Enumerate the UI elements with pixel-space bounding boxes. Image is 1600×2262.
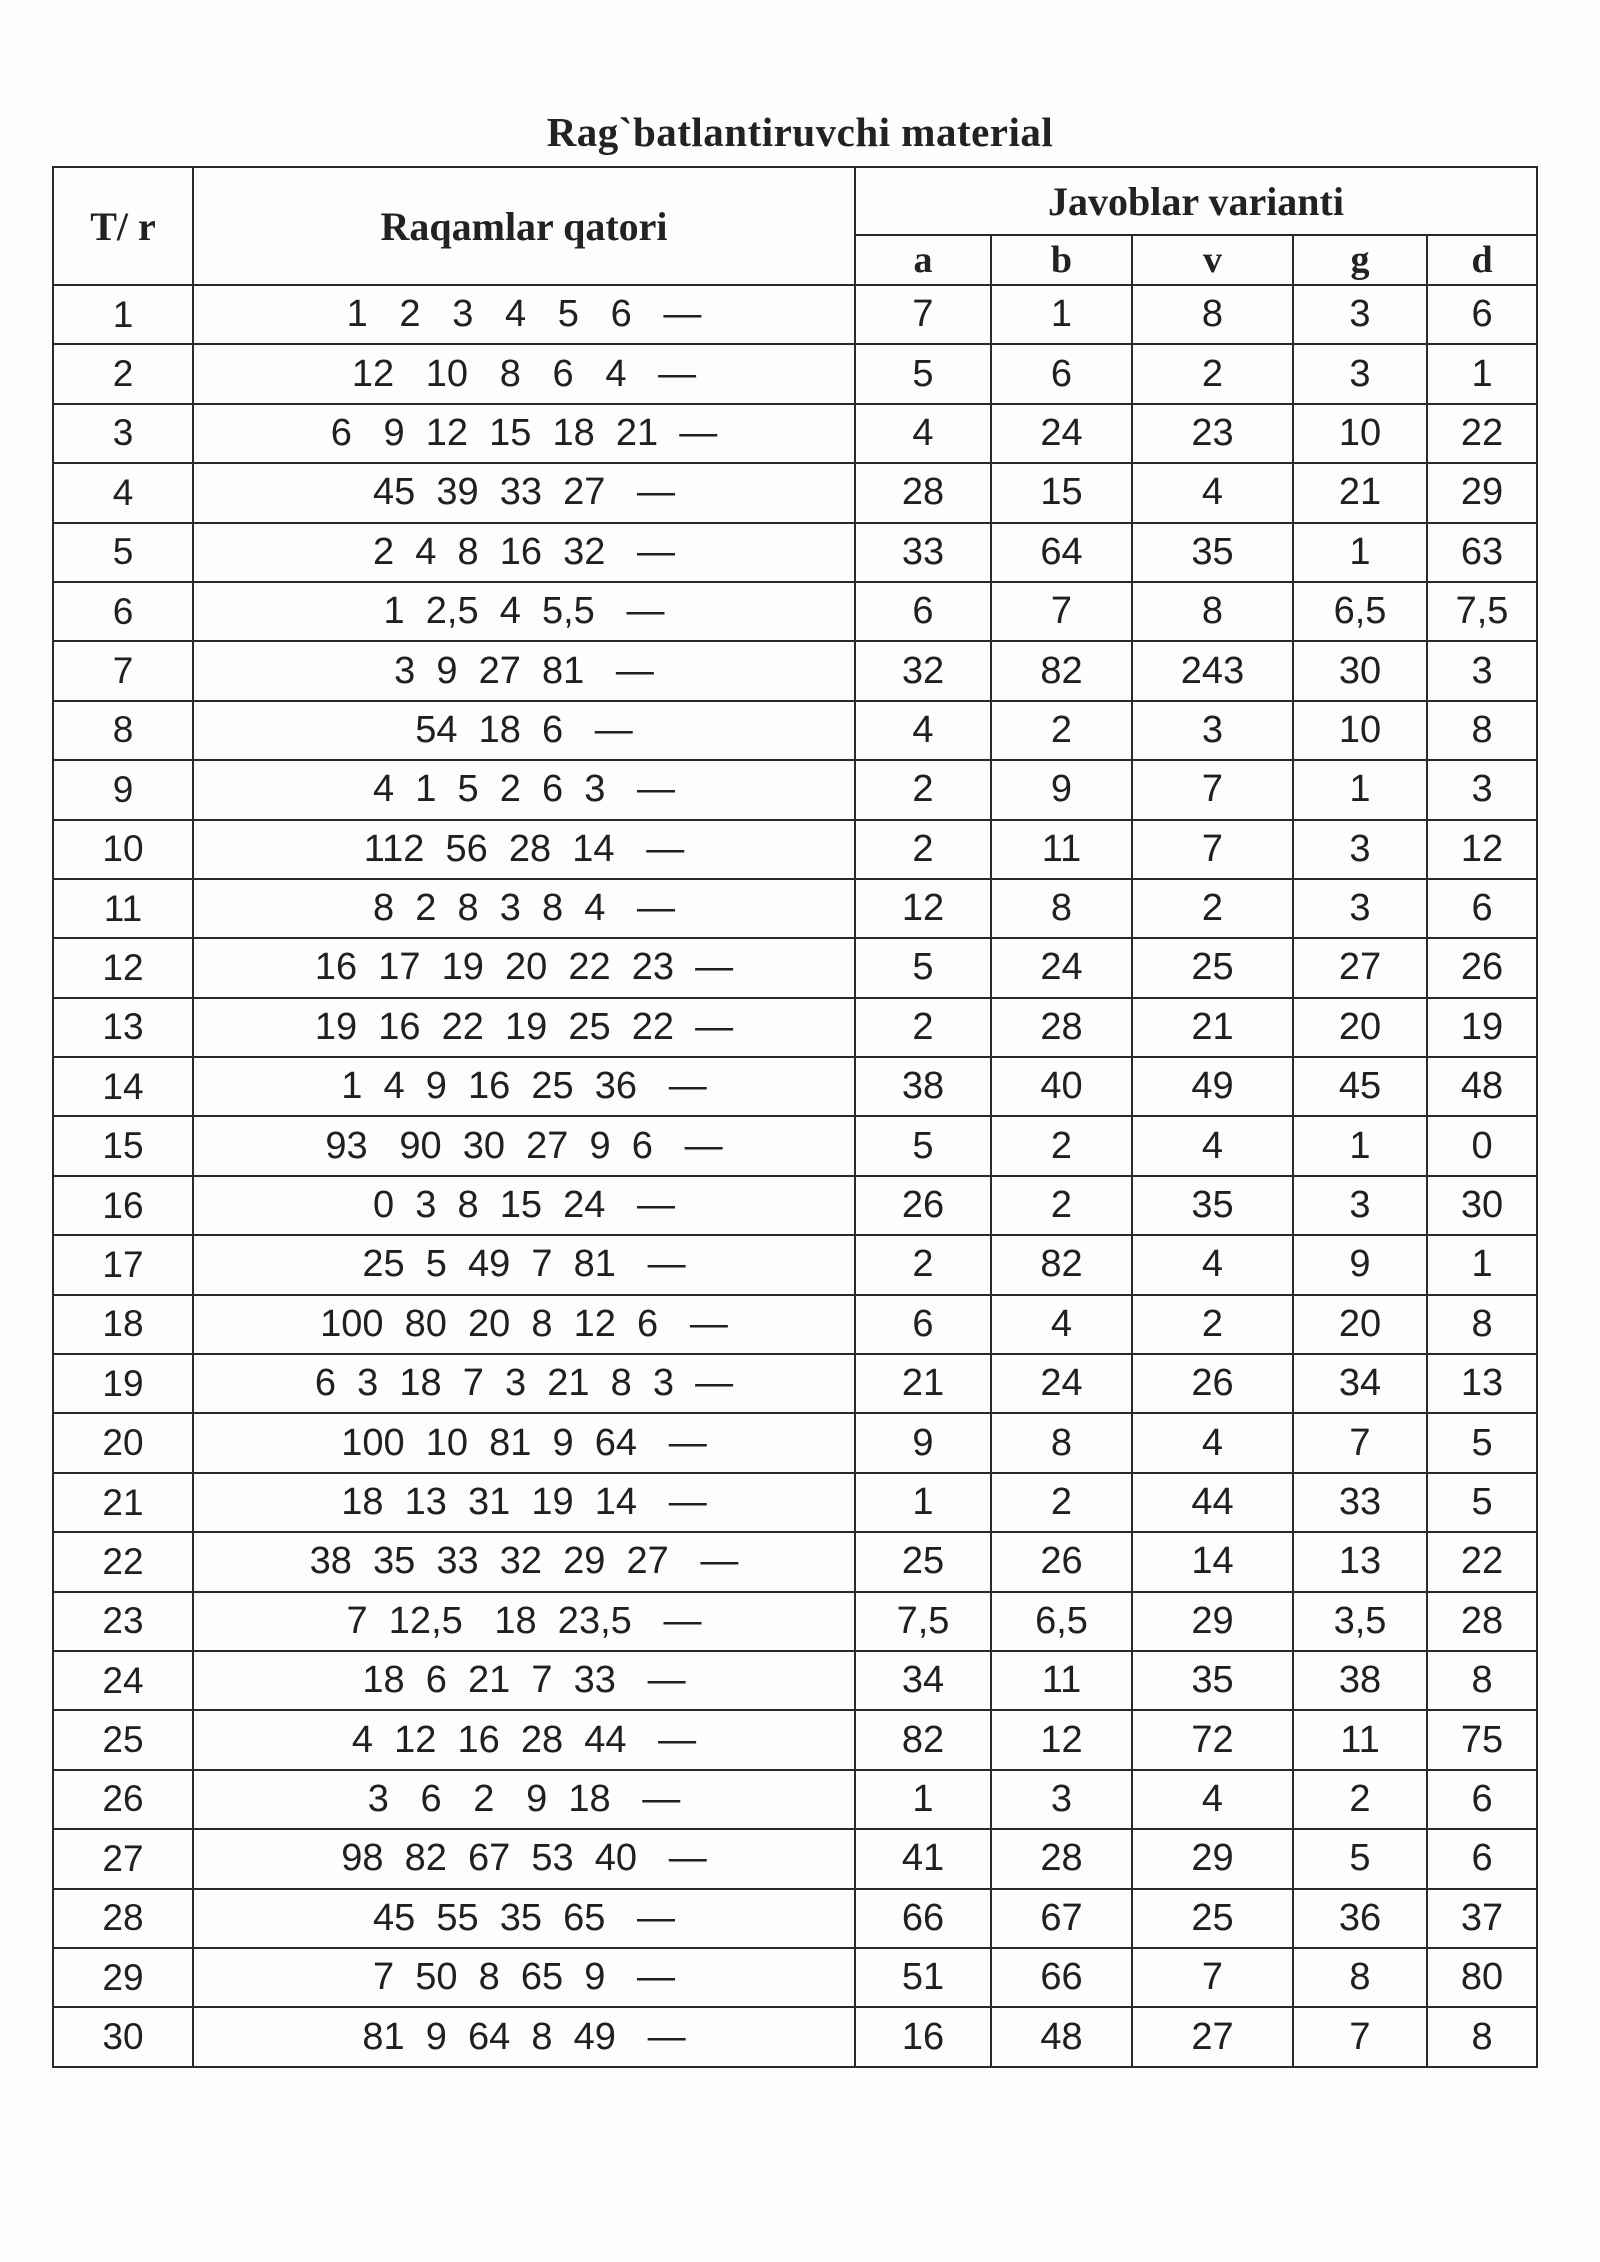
- answer-option-v: 29: [1132, 1829, 1293, 1888]
- row-number: 23: [53, 1592, 193, 1651]
- answer-option-g: 7: [1293, 2007, 1427, 2067]
- answer-option-a: 6: [855, 582, 991, 641]
- answer-option-b: 6,5: [991, 1592, 1132, 1651]
- answer-option-g: 3: [1293, 285, 1427, 344]
- table-row: [53, 1592, 1537, 1651]
- answer-option-d: 6: [1427, 879, 1537, 938]
- answer-option-b: 2: [991, 1116, 1132, 1175]
- answer-option-b: 67: [991, 1889, 1132, 1948]
- answer-option-d: 6: [1427, 285, 1537, 344]
- answer-option-v: 44: [1132, 1473, 1293, 1532]
- table-row: [53, 1354, 1537, 1413]
- table-row: [53, 285, 1537, 344]
- answer-option-g: 34: [1293, 1354, 1427, 1413]
- table-row: [53, 938, 1537, 997]
- answer-option-g: 6,5: [1293, 582, 1427, 641]
- answer-option-a: 38: [855, 1057, 991, 1116]
- answer-option-v: 4: [1132, 1235, 1293, 1294]
- answer-option-v: 35: [1132, 523, 1293, 582]
- answer-option-b: 6: [991, 344, 1132, 403]
- answer-option-a: 6: [855, 1295, 991, 1354]
- number-sequence: 6 3 18 7 3 21 8 3 —: [193, 1354, 855, 1413]
- answer-option-v: 7: [1132, 1948, 1293, 2007]
- header-option-b: b: [991, 235, 1132, 285]
- answer-option-v: 7: [1132, 760, 1293, 819]
- table-row: [53, 344, 1537, 403]
- answer-option-d: 6: [1427, 1829, 1537, 1888]
- answer-option-b: 1: [991, 285, 1132, 344]
- answer-option-b: 15: [991, 463, 1132, 522]
- answer-option-v: 8: [1132, 582, 1293, 641]
- number-sequence: 7 50 8 65 9 —: [193, 1948, 855, 2007]
- answer-option-g: 10: [1293, 404, 1427, 463]
- number-sequence: 12 10 8 6 4 —: [193, 344, 855, 403]
- answer-option-b: 48: [991, 2007, 1132, 2067]
- row-number: 6: [53, 582, 193, 641]
- answer-option-d: 3: [1427, 760, 1537, 819]
- row-number: 11: [53, 879, 193, 938]
- answer-option-d: 19: [1427, 998, 1537, 1057]
- answer-option-v: 4: [1132, 1116, 1293, 1175]
- answer-option-d: 3: [1427, 641, 1537, 700]
- answer-option-g: 1: [1293, 523, 1427, 582]
- number-sequence: 45 55 35 65 —: [193, 1889, 855, 1948]
- answer-option-a: 21: [855, 1354, 991, 1413]
- header-option-a: a: [855, 235, 991, 285]
- answer-option-d: 8: [1427, 1651, 1537, 1710]
- answer-option-v: 23: [1132, 404, 1293, 463]
- answer-option-b: 28: [991, 1829, 1132, 1888]
- answer-option-g: 3: [1293, 879, 1427, 938]
- number-sequence: 1 4 9 16 25 36 —: [193, 1057, 855, 1116]
- answer-option-g: 7: [1293, 1413, 1427, 1472]
- answer-option-a: 34: [855, 1651, 991, 1710]
- number-sequence: 100 10 81 9 64 —: [193, 1413, 855, 1472]
- answer-option-b: 2: [991, 1176, 1132, 1235]
- answer-option-g: 1: [1293, 1116, 1427, 1175]
- answer-option-g: 21: [1293, 463, 1427, 522]
- table-row: [53, 641, 1537, 700]
- table-body: [53, 285, 1537, 2067]
- table-row: [53, 1235, 1537, 1294]
- answer-option-a: 16: [855, 2007, 991, 2067]
- header-row-top: [53, 167, 1537, 235]
- answer-option-a: 7: [855, 285, 991, 344]
- row-number: 25: [53, 1710, 193, 1769]
- number-sequence: 54 18 6 —: [193, 701, 855, 760]
- answer-option-g: 3: [1293, 344, 1427, 403]
- row-number: 7: [53, 641, 193, 700]
- answer-option-g: 3,5: [1293, 1592, 1427, 1651]
- answer-option-a: 51: [855, 1948, 991, 2007]
- number-sequence: 16 17 19 20 22 23 —: [193, 938, 855, 997]
- number-sequence: 2 4 8 16 32 —: [193, 523, 855, 582]
- number-sequence: 3 9 27 81 —: [193, 641, 855, 700]
- number-sequence: 98 82 67 53 40 —: [193, 1829, 855, 1888]
- row-number: 16: [53, 1176, 193, 1235]
- answer-option-v: 26: [1132, 1354, 1293, 1413]
- row-number: 30: [53, 2007, 193, 2067]
- answer-option-b: 64: [991, 523, 1132, 582]
- answer-option-g: 45: [1293, 1057, 1427, 1116]
- answer-option-g: 3: [1293, 1176, 1427, 1235]
- table-row: [53, 1532, 1537, 1591]
- answer-option-a: 82: [855, 1710, 991, 1769]
- number-sequence: 25 5 49 7 81 —: [193, 1235, 855, 1294]
- answer-option-g: 13: [1293, 1532, 1427, 1591]
- table-row: [53, 1889, 1537, 1948]
- answer-option-d: 30: [1427, 1176, 1537, 1235]
- table-row: [53, 582, 1537, 641]
- answer-option-a: 12: [855, 879, 991, 938]
- answer-option-g: 38: [1293, 1651, 1427, 1710]
- number-sequence: 19 16 22 19 25 22 —: [193, 998, 855, 1057]
- row-number: 4: [53, 463, 193, 522]
- answer-option-a: 7,5: [855, 1592, 991, 1651]
- number-sequence: 0 3 8 15 24 —: [193, 1176, 855, 1235]
- answer-option-b: 11: [991, 820, 1132, 879]
- answer-option-d: 8: [1427, 701, 1537, 760]
- row-number: 10: [53, 820, 193, 879]
- answer-option-g: 9: [1293, 1235, 1427, 1294]
- answer-option-d: 48: [1427, 1057, 1537, 1116]
- table-row: [53, 1710, 1537, 1769]
- answer-option-b: 82: [991, 641, 1132, 700]
- answer-option-b: 4: [991, 1295, 1132, 1354]
- answer-option-g: 20: [1293, 998, 1427, 1057]
- answer-option-a: 5: [855, 344, 991, 403]
- answer-option-d: 22: [1427, 1532, 1537, 1591]
- answer-option-v: 8: [1132, 285, 1293, 344]
- row-number: 14: [53, 1057, 193, 1116]
- answer-option-d: 63: [1427, 523, 1537, 582]
- header-answers: Javoblar varianti: [855, 167, 1537, 235]
- answer-option-d: 13: [1427, 1354, 1537, 1413]
- answer-option-b: 26: [991, 1532, 1132, 1591]
- answer-option-b: 12: [991, 1710, 1132, 1769]
- number-sequence: 38 35 33 32 29 27 —: [193, 1532, 855, 1591]
- answer-option-d: 37: [1427, 1889, 1537, 1948]
- answer-option-a: 1: [855, 1473, 991, 1532]
- row-number: 18: [53, 1295, 193, 1354]
- answer-option-a: 32: [855, 641, 991, 700]
- row-number: 27: [53, 1829, 193, 1888]
- answer-option-b: 24: [991, 938, 1132, 997]
- table-row: [53, 879, 1537, 938]
- answer-option-v: 2: [1132, 344, 1293, 403]
- answer-option-g: 1: [1293, 760, 1427, 819]
- table-row: [53, 404, 1537, 463]
- answer-option-a: 1: [855, 1770, 991, 1829]
- answer-option-b: 24: [991, 404, 1132, 463]
- answer-option-d: 80: [1427, 1948, 1537, 2007]
- table-row: [53, 1176, 1537, 1235]
- table-row: [53, 1413, 1537, 1472]
- header-option-v: v: [1132, 235, 1293, 285]
- answer-option-a: 28: [855, 463, 991, 522]
- row-number: 21: [53, 1473, 193, 1532]
- answer-option-v: 243: [1132, 641, 1293, 700]
- table-row: [53, 1651, 1537, 1710]
- answer-option-b: 24: [991, 1354, 1132, 1413]
- number-sequence: 3 6 2 9 18 —: [193, 1770, 855, 1829]
- answer-option-a: 2: [855, 760, 991, 819]
- table-row: [53, 1948, 1537, 2007]
- answer-option-b: 11: [991, 1651, 1132, 1710]
- row-number: 8: [53, 701, 193, 760]
- number-sequence: 8 2 8 3 8 4 —: [193, 879, 855, 938]
- answer-option-d: 8: [1427, 2007, 1537, 2067]
- answer-option-a: 25: [855, 1532, 991, 1591]
- answer-option-d: 7,5: [1427, 582, 1537, 641]
- number-sequence: 18 13 31 19 14 —: [193, 1473, 855, 1532]
- page-title: Rag`batlantiruvchi material: [546, 109, 1054, 155]
- answer-option-a: 41: [855, 1829, 991, 1888]
- answer-option-d: 6: [1427, 1770, 1537, 1829]
- answer-option-d: 26: [1427, 938, 1537, 997]
- answer-option-v: 3: [1132, 701, 1293, 760]
- number-sequence: 81 9 64 8 49 —: [193, 2007, 855, 2067]
- answer-option-g: 36: [1293, 1889, 1427, 1948]
- number-sequence: 100 80 20 8 12 6 —: [193, 1295, 855, 1354]
- answer-option-v: 35: [1132, 1176, 1293, 1235]
- header-option-g: g: [1293, 235, 1427, 285]
- answer-option-b: 8: [991, 1413, 1132, 1472]
- answer-option-v: 2: [1132, 1295, 1293, 1354]
- answer-option-v: 14: [1132, 1532, 1293, 1591]
- exercise-table: [52, 166, 1538, 2068]
- answer-option-v: 49: [1132, 1057, 1293, 1116]
- answer-option-d: 5: [1427, 1413, 1537, 1472]
- row-number: 2: [53, 344, 193, 403]
- table-row: [53, 1473, 1537, 1532]
- number-sequence: 6 9 12 15 18 21 —: [193, 404, 855, 463]
- table-row: [53, 463, 1537, 522]
- answer-option-d: 8: [1427, 1295, 1537, 1354]
- answer-option-v: 4: [1132, 1413, 1293, 1472]
- answer-option-a: 5: [855, 938, 991, 997]
- row-number: 17: [53, 1235, 193, 1294]
- row-number: 9: [53, 760, 193, 819]
- answer-option-g: 8: [1293, 1948, 1427, 2007]
- table-row: [53, 1770, 1537, 1829]
- number-sequence: 93 90 30 27 9 6 —: [193, 1116, 855, 1175]
- answer-option-a: 26: [855, 1176, 991, 1235]
- answer-option-g: 3: [1293, 820, 1427, 879]
- row-number: 5: [53, 523, 193, 582]
- answer-option-b: 2: [991, 1473, 1132, 1532]
- answer-option-b: 66: [991, 1948, 1132, 2007]
- answer-option-v: 4: [1132, 1770, 1293, 1829]
- header-option-d: d: [1427, 235, 1537, 285]
- row-number: 29: [53, 1948, 193, 2007]
- answer-option-b: 9: [991, 760, 1132, 819]
- row-number: 15: [53, 1116, 193, 1175]
- answer-option-g: 11: [1293, 1710, 1427, 1769]
- table-row: [53, 1057, 1537, 1116]
- header-number: T/ r: [53, 167, 193, 285]
- table-row: [53, 2007, 1537, 2067]
- row-number: 1: [53, 285, 193, 344]
- answer-option-a: 2: [855, 1235, 991, 1294]
- answer-option-d: 29: [1427, 463, 1537, 522]
- answer-option-d: 22: [1427, 404, 1537, 463]
- answer-option-d: 5: [1427, 1473, 1537, 1532]
- number-sequence: 112 56 28 14 —: [193, 820, 855, 879]
- answer-option-v: 21: [1132, 998, 1293, 1057]
- row-number: 20: [53, 1413, 193, 1472]
- answer-option-g: 30: [1293, 641, 1427, 700]
- answer-option-v: 27: [1132, 2007, 1293, 2067]
- number-sequence: 4 1 5 2 6 3 —: [193, 760, 855, 819]
- answer-option-g: 33: [1293, 1473, 1427, 1532]
- answer-option-b: 28: [991, 998, 1132, 1057]
- answer-option-a: 66: [855, 1889, 991, 1948]
- answer-option-a: 2: [855, 820, 991, 879]
- row-number: 19: [53, 1354, 193, 1413]
- row-number: 28: [53, 1889, 193, 1948]
- table-row: [53, 701, 1537, 760]
- number-sequence: 1 2 3 4 5 6 —: [193, 285, 855, 344]
- answer-option-d: 0: [1427, 1116, 1537, 1175]
- answer-option-d: 28: [1427, 1592, 1537, 1651]
- answer-option-a: 4: [855, 701, 991, 760]
- table-row: [53, 820, 1537, 879]
- answer-option-d: 12: [1427, 820, 1537, 879]
- table-row: [53, 998, 1537, 1057]
- row-number: 22: [53, 1532, 193, 1591]
- answer-option-d: 1: [1427, 344, 1537, 403]
- row-number: 12: [53, 938, 193, 997]
- answer-option-b: 7: [991, 582, 1132, 641]
- answer-option-a: 5: [855, 1116, 991, 1175]
- answer-option-b: 82: [991, 1235, 1132, 1294]
- answer-option-b: 8: [991, 879, 1132, 938]
- number-sequence: 7 12,5 18 23,5 —: [193, 1592, 855, 1651]
- answer-option-b: 40: [991, 1057, 1132, 1116]
- answer-option-g: 27: [1293, 938, 1427, 997]
- row-number: 3: [53, 404, 193, 463]
- row-number: 26: [53, 1770, 193, 1829]
- answer-option-a: 33: [855, 523, 991, 582]
- table-row: [53, 1829, 1537, 1888]
- answer-option-v: 2: [1132, 879, 1293, 938]
- answer-option-g: 2: [1293, 1770, 1427, 1829]
- table-row: [53, 1116, 1537, 1175]
- answer-option-a: 9: [855, 1413, 991, 1472]
- number-sequence: 18 6 21 7 33 —: [193, 1651, 855, 1710]
- row-number: 13: [53, 998, 193, 1057]
- answer-option-v: 72: [1132, 1710, 1293, 1769]
- answer-option-v: 7: [1132, 820, 1293, 879]
- answer-option-a: 2: [855, 998, 991, 1057]
- answer-option-v: 4: [1132, 463, 1293, 522]
- number-sequence: 4 12 16 28 44 —: [193, 1710, 855, 1769]
- answer-option-v: 25: [1132, 1889, 1293, 1948]
- answer-option-v: 35: [1132, 1651, 1293, 1710]
- answer-option-v: 29: [1132, 1592, 1293, 1651]
- header-sequence: Raqamlar qatori: [193, 167, 855, 285]
- row-number: 24: [53, 1651, 193, 1710]
- number-sequence: 1 2,5 4 5,5 —: [193, 582, 855, 641]
- answer-option-g: 20: [1293, 1295, 1427, 1354]
- answer-option-b: 3: [991, 1770, 1132, 1829]
- table-row: [53, 1295, 1537, 1354]
- table-row: [53, 760, 1537, 819]
- table-row: [53, 523, 1537, 582]
- answer-option-b: 2: [991, 701, 1132, 760]
- answer-option-d: 75: [1427, 1710, 1537, 1769]
- answer-option-v: 25: [1132, 938, 1293, 997]
- answer-option-g: 5: [1293, 1829, 1427, 1888]
- number-sequence: 45 39 33 27 —: [193, 463, 855, 522]
- answer-option-g: 10: [1293, 701, 1427, 760]
- answer-option-a: 4: [855, 404, 991, 463]
- answer-option-d: 1: [1427, 1235, 1537, 1294]
